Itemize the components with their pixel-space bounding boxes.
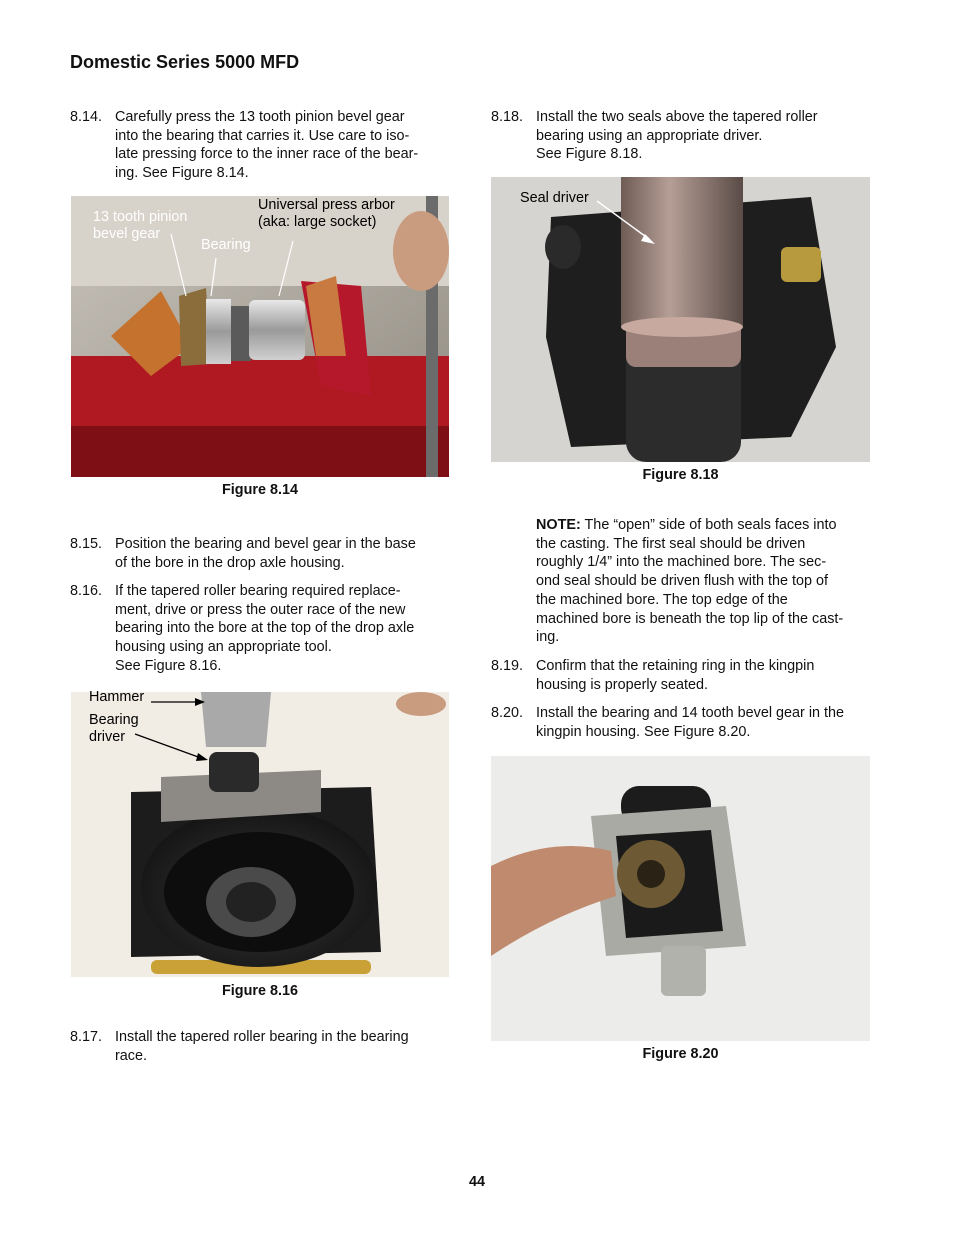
page-title: Domestic Series 5000 MFD: [70, 52, 300, 72]
step-number: 8.20.: [491, 705, 524, 721]
step-8-15: [70, 535, 460, 572]
note-label: NOTE:: [536, 517, 581, 533]
figure-8-14-leader-lines: [71, 196, 449, 477]
step-number: 8.17.: [70, 1029, 103, 1045]
step-8-14: [70, 108, 460, 183]
label-bearing-driver: Bearing driver: [89, 712, 139, 745]
page-number: 44: [468, 1174, 485, 1190]
label-press-arbor: Universal press arbor (aka: large socket): [258, 197, 395, 230]
step-number: 8.15.: [70, 536, 103, 552]
step-number: 8.18.: [491, 109, 524, 125]
step-text: Carefully press the 13 tooth pinion bevel gear into the bearing that carries it. Use care to iso- late pressing force to the inner race of the bear- ing. See Figure 8.14.: [115, 109, 419, 182]
label-hammer: Hammer: [89, 689, 145, 705]
step-number: 8.16.: [70, 583, 103, 599]
step-number: 8.14.: [70, 109, 103, 125]
figure-8-14-caption: Figure 8.14: [222, 482, 298, 498]
step-text: If the tapered roller bearing required replace- ment, drive or press the outer race of the new bearing into the bore at the top of the drop axle housing using an appropriate tool. See Figure 8.16.: [115, 583, 415, 674]
label-pinion-gear: 13 tooth pinion bevel gear: [93, 209, 188, 242]
step-text: Install the bearing and 14 tooth bevel gear in the kingpin housing. See Figure 8.20.: [536, 705, 845, 740]
step-8-19: [491, 657, 881, 694]
label-bearing: Bearing: [201, 237, 251, 253]
note-block: [491, 516, 881, 647]
step-text: Position the bearing and bevel gear in the base of the bore in the drop axle housing.: [115, 536, 416, 571]
figure-8-16-caption: Figure 8.16: [222, 983, 298, 999]
step-text: Confirm that the retaining ring in the kingpin housing is properly seated.: [536, 658, 815, 693]
step-8-16: [70, 582, 460, 676]
label-seal-driver: Seal driver: [520, 190, 589, 206]
step-8-18: [491, 108, 881, 164]
note-text: The “open” side of both seals faces into the casting. The first seal should be driven roughly 1/4” into the machined bore. The sec- ond seal should be driven flush with the top of the machined bore. The top edge of the machined bore is beneath the top lip of the cast- ing.: [536, 517, 844, 646]
step-text: Install the tapered roller bearing in the bearing race.: [115, 1029, 409, 1064]
step-text: Install the two seals above the tapered roller bearing using an appropriate driver. See Figure 8.18.: [536, 109, 818, 163]
figure-8-16-arrows: [71, 692, 449, 977]
step-number: 8.19.: [491, 658, 524, 674]
figure-8-18-arrow: [491, 177, 870, 462]
figure-8-18-caption: Figure 8.18: [642, 467, 719, 483]
figure-8-20-photo: [491, 756, 870, 1041]
step-8-20: [491, 704, 881, 741]
figure-8-20-caption: Figure 8.20: [642, 1046, 719, 1062]
step-8-17: [70, 1028, 460, 1065]
